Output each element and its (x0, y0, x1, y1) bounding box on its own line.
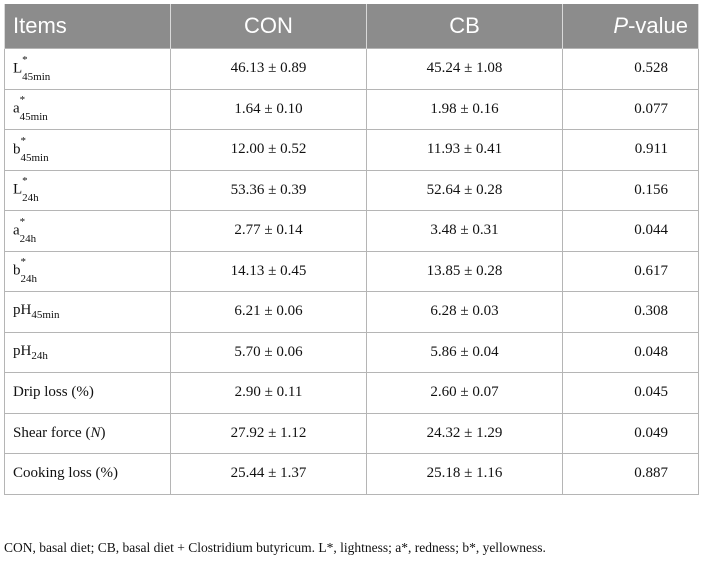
row-con-value: 2.77 ± 0.14 (171, 211, 367, 252)
item-base-text: pH (13, 302, 32, 319)
row-cb-value: 52.64 ± 0.28 (367, 170, 563, 211)
table-row (5, 89, 699, 130)
item-after-text: ) (100, 424, 106, 441)
row-con-value: 6.21 ± 0.06 (171, 292, 367, 333)
item-subscript: 45min (22, 70, 51, 83)
table-row (5, 130, 699, 171)
header-con: CON (171, 4, 367, 49)
row-p-value: 0.617 (563, 251, 699, 292)
table-row (5, 170, 699, 211)
table-row (5, 211, 699, 252)
item-base-text: L (13, 60, 23, 77)
row-item-label (5, 332, 171, 373)
item-base-text: Drip loss (%) (13, 384, 94, 401)
row-cb-value: 1.98 ± 0.16 (367, 89, 563, 130)
item-base-text: L (13, 181, 23, 198)
row-item-label (5, 373, 171, 414)
row-item-label (5, 130, 171, 171)
row-cb-value: 6.28 ± 0.03 (367, 292, 563, 333)
item-superscript: * (20, 256, 26, 269)
row-cb-value: 5.86 ± 0.04 (367, 332, 563, 373)
row-p-value: 0.049 (563, 413, 699, 454)
row-p-value: 0.528 (563, 49, 699, 90)
item-sup-sub (20, 256, 38, 286)
row-con-value: 2.90 ± 0.11 (171, 373, 367, 414)
row-p-value: 0.048 (563, 332, 699, 373)
item-superscript: * (20, 134, 26, 147)
meat-quality-table (4, 4, 699, 495)
row-con-value: 46.13 ± 0.89 (171, 49, 367, 90)
item-superscript: * (22, 53, 28, 66)
row-con-value: 12.00 ± 0.52 (171, 130, 367, 171)
row-con-value: 5.70 ± 0.06 (171, 332, 367, 373)
table-row (5, 373, 699, 414)
row-p-value: 0.308 (563, 292, 699, 333)
table-row (5, 49, 699, 90)
row-cb-value: 3.48 ± 0.31 (367, 211, 563, 252)
item-base-text: a (13, 100, 20, 117)
table-row (5, 292, 699, 333)
row-cb-value: 24.32 ± 1.29 (367, 413, 563, 454)
row-item-label (5, 211, 171, 252)
row-p-value: 0.045 (563, 373, 699, 414)
item-base-text: b (13, 262, 21, 279)
item-subscript: 24h (20, 273, 37, 286)
row-con-value: 53.36 ± 0.39 (171, 170, 367, 211)
item-subscript: 24h (19, 232, 37, 245)
table-header (5, 4, 699, 49)
item-sup-sub (22, 53, 51, 83)
row-p-value: 0.077 (563, 89, 699, 130)
row-cb-value: 45.24 ± 1.08 (367, 49, 563, 90)
row-p-value: 0.044 (563, 211, 699, 252)
table-footnote: CON, basal diet; CB, basal diet + Clostridium butyricum. L*, lightness; a*, redness; b*, yellowness. (4, 540, 546, 555)
table-body (5, 49, 699, 495)
item-superscript: * (22, 175, 28, 188)
row-cb-value: 13.85 ± 0.28 (367, 251, 563, 292)
item-base-text: Shear force ( (13, 424, 91, 441)
row-cb-value: 2.60 ± 0.07 (367, 373, 563, 414)
item-subscript: 24h (22, 192, 39, 205)
item-subscript: 45min (20, 151, 49, 164)
row-cb-value: 11.93 ± 0.41 (367, 130, 563, 171)
row-con-value: 14.13 ± 0.45 (171, 251, 367, 292)
row-p-value: 0.887 (563, 454, 699, 495)
row-item-label (5, 413, 171, 454)
table-row (5, 454, 699, 495)
row-item-label (5, 292, 171, 333)
row-con-value: 1.64 ± 0.10 (171, 89, 367, 130)
item-sup-sub (19, 215, 37, 245)
item-subscript: 45min (31, 309, 60, 322)
item-base-text: b (13, 141, 21, 158)
row-con-value: 25.44 ± 1.37 (171, 454, 367, 495)
item-subscript: 24h (31, 349, 48, 362)
row-item-label (5, 251, 171, 292)
table-row (5, 413, 699, 454)
row-item-label (5, 89, 171, 130)
header-row (5, 4, 699, 49)
row-con-value: 27.92 ± 1.12 (171, 413, 367, 454)
header-items: Items (5, 4, 171, 49)
item-sup-sub (19, 94, 48, 124)
header-p-value (563, 4, 699, 49)
header-cb: CB (367, 4, 563, 49)
row-item-label (5, 454, 171, 495)
row-item-label (5, 170, 171, 211)
header-p-rest: -value (628, 13, 688, 38)
item-base-text: Cooking loss (%) (13, 465, 118, 482)
header-p-italic: P (613, 13, 629, 38)
item-subscript: 45min (19, 111, 48, 124)
item-sup-sub (20, 134, 49, 164)
item-base-text: a (13, 222, 20, 239)
item-superscript: * (19, 94, 26, 107)
row-p-value: 0.156 (563, 170, 699, 211)
data-table-container (4, 4, 698, 495)
row-p-value: 0.911 (563, 130, 699, 171)
item-sup-sub (22, 175, 39, 205)
item-unit-italic: N (90, 424, 101, 441)
row-item-label (5, 49, 171, 90)
table-row (5, 332, 699, 373)
item-superscript: * (19, 215, 26, 228)
row-cb-value: 25.18 ± 1.16 (367, 454, 563, 495)
table-row (5, 251, 699, 292)
item-base-text: pH (13, 342, 32, 359)
